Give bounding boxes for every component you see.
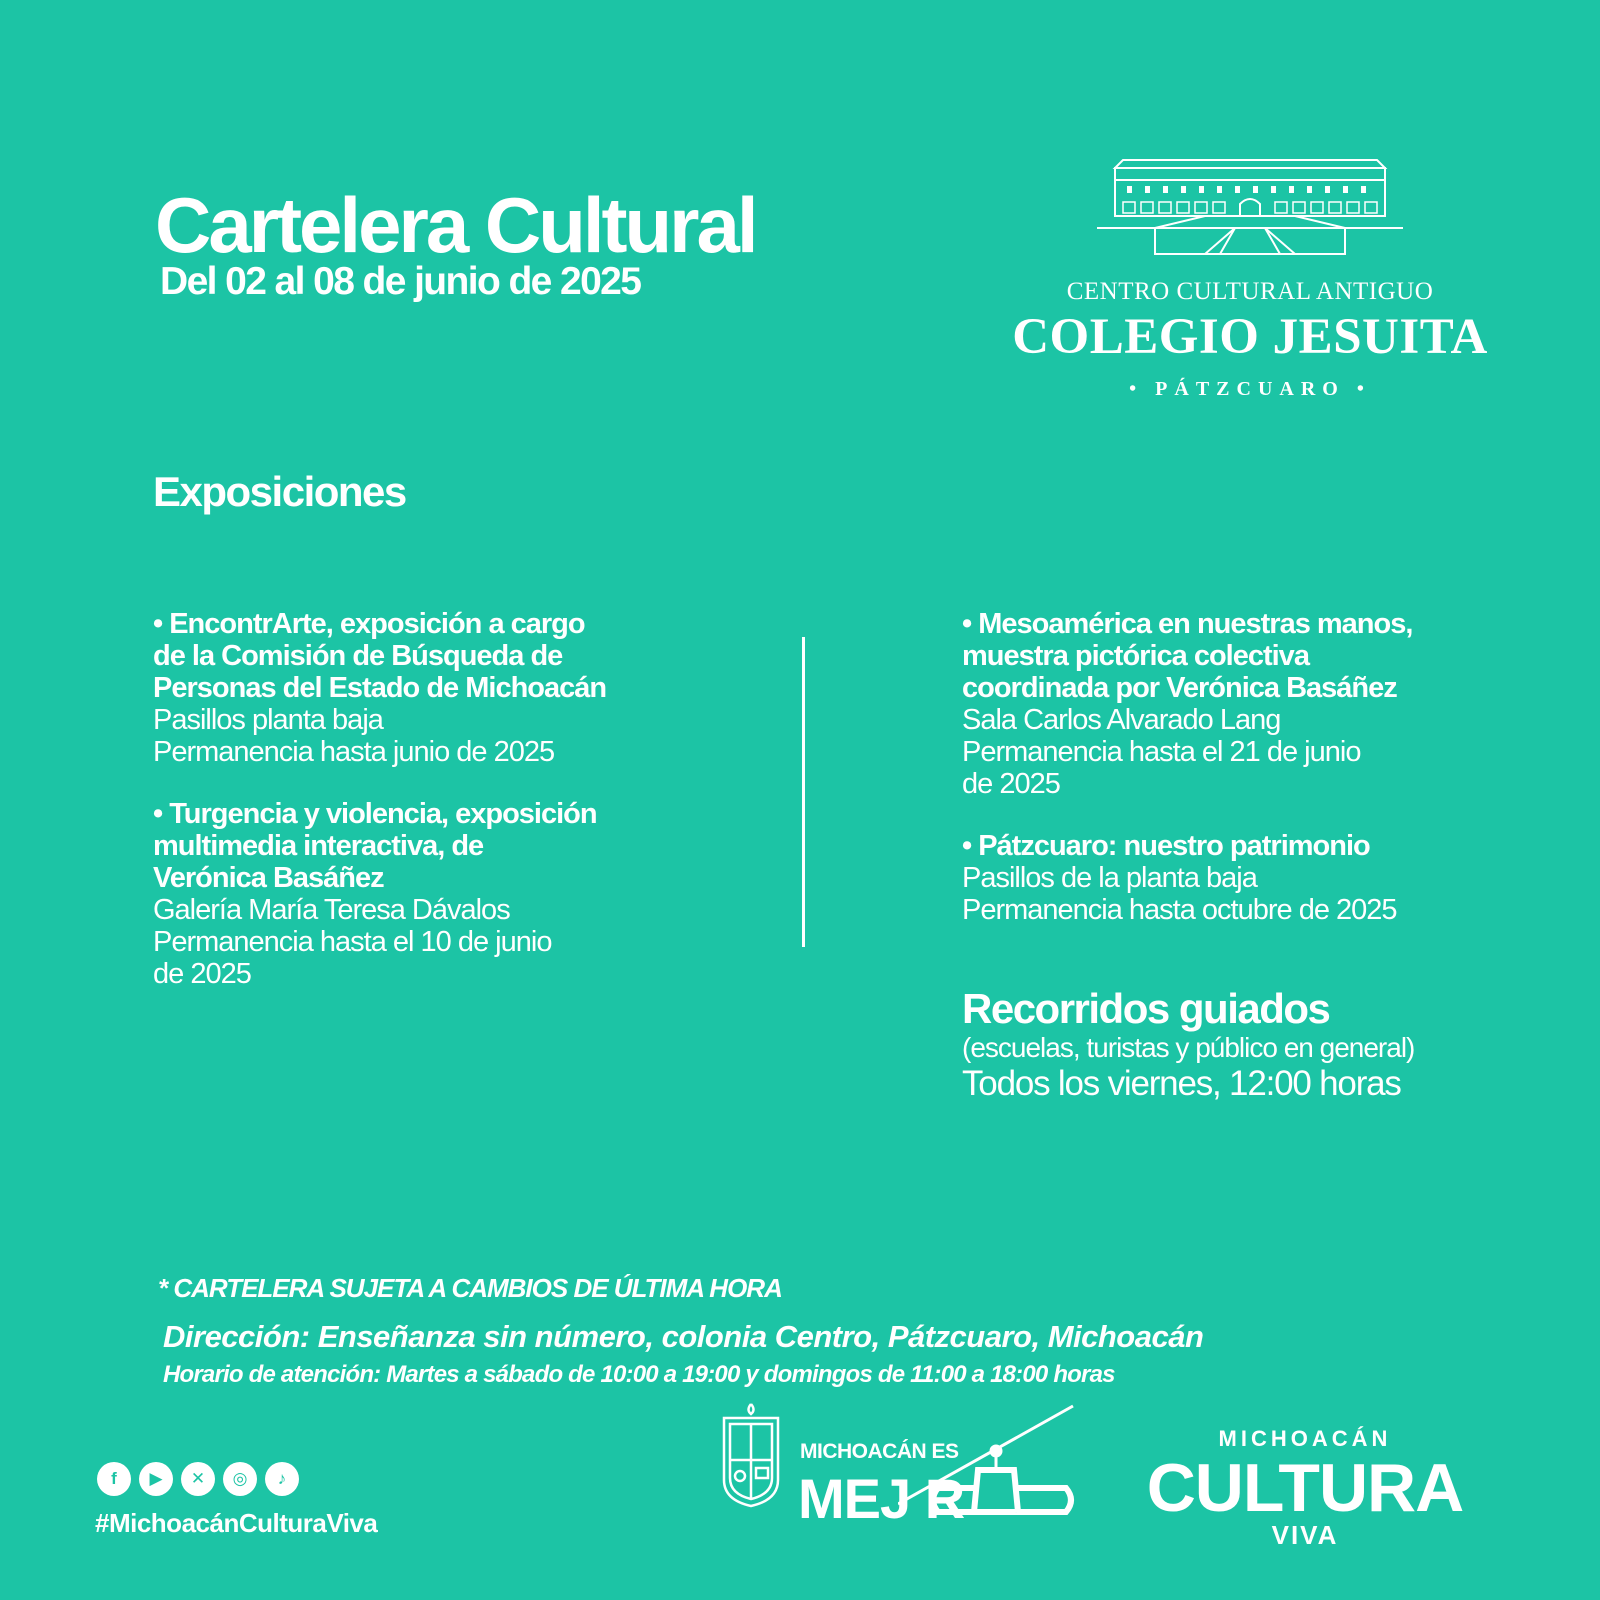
- tours-schedule: Todos los viernes, 12:00 horas: [962, 1064, 1401, 1103]
- event-item: [962, 830, 1482, 926]
- event-duration: Permanencia hasta el 10 de junio: [153, 926, 552, 958]
- event-title-line: Personas del Estado de Michoacán: [153, 672, 607, 704]
- event-title-line: • Turgencia y violencia, exposición: [153, 798, 597, 830]
- date-range: Del 02 al 08 de junio de 2025: [160, 260, 641, 303]
- facebook-icon[interactable]: f: [97, 1462, 131, 1496]
- event-item: [153, 798, 673, 990]
- event-item: [962, 608, 1482, 800]
- section-title: Exposiciones: [153, 468, 406, 515]
- culture-logo-bottom: VIVA: [1271, 1520, 1339, 1550]
- venue-logo-name: COLEGIO JESUITA: [1012, 309, 1488, 365]
- event-title-line: Verónica Basáñez: [153, 862, 384, 894]
- guided-tours: [962, 986, 1414, 1104]
- event-duration: de 2025: [153, 958, 251, 990]
- change-notice: * CARTELERA SUJETA A CAMBIOS DE ÚLTIMA HORA: [158, 1273, 782, 1303]
- event-duration: Permanencia hasta octubre de 2025: [962, 894, 1397, 926]
- venue-logo-city: • PÁTZCUARO •: [1129, 378, 1371, 400]
- event-title-line: muestra pictórica colectiva: [962, 640, 1309, 672]
- event-duration: de 2025: [962, 768, 1060, 800]
- tiktok-icon[interactable]: ♪: [265, 1462, 299, 1496]
- event-location: Galería María Teresa Dávalos: [153, 894, 510, 926]
- right-column: [962, 608, 1482, 956]
- event-location: Pasillos de la planta baja: [962, 862, 1257, 894]
- opening-hours: Horario de atención: Martes a sábado de 10:00 a 19:00 y domingos de 11:00 a 18:00 horas: [163, 1361, 1115, 1388]
- building-facade-icon: [1095, 158, 1405, 258]
- event-title-line: • EncontrArte, exposición a cargo: [153, 608, 585, 640]
- event-item: [153, 608, 673, 768]
- state-shield-icon: [718, 1400, 784, 1510]
- event-title-line: multimedia interactiva, de: [153, 830, 484, 862]
- event-location: Sala Carlos Alvarado Lang: [962, 704, 1281, 736]
- hashtag: #MichoacánCulturaViva: [95, 1508, 378, 1538]
- cable-car-icon: [898, 1400, 1098, 1530]
- event-title-line: de la Comisión de Búsqueda de: [153, 640, 563, 672]
- michoacan-es-mejor-logo: [718, 1400, 1098, 1540]
- tours-title: Recorridos guiados: [962, 985, 1330, 1032]
- event-title-line: • Pátzcuaro: nuestro patrimonio: [962, 830, 1370, 862]
- social-links: [97, 1462, 299, 1496]
- event-title-line: coordinada por Verónica Basáñez: [962, 672, 1397, 704]
- event-duration: Permanencia hasta junio de 2025: [153, 736, 555, 768]
- tours-audience: (escuelas, turistas y público en general): [962, 1032, 1415, 1063]
- x-icon[interactable]: ✕: [181, 1462, 215, 1496]
- instagram-icon[interactable]: ◎: [223, 1462, 257, 1496]
- left-column: [153, 608, 673, 1020]
- venue-logo-line1: CENTRO CULTURAL ANTIGUO: [1066, 278, 1434, 305]
- michoacan-cultura-viva-logo: [1135, 1418, 1475, 1548]
- culture-logo-top: MICHOACÁN: [1218, 1426, 1392, 1451]
- venue-logo: [990, 158, 1510, 408]
- culture-logo-middle: CULTURA: [1146, 1450, 1464, 1526]
- gov-logo-small-text: MICHOACÁN ES: [800, 1440, 959, 1463]
- event-title-line: • Mesoamérica en nuestras manos,: [962, 608, 1413, 640]
- address: Dirección: Enseñanza sin número, colonia Centro, Pátzcuaro, Michoacán: [163, 1319, 1204, 1354]
- event-duration: Permanencia hasta el 21 de junio: [962, 736, 1361, 768]
- page-title: Cartelera Cultural: [155, 181, 756, 269]
- gov-logo-big-text: MEJ R: [798, 1467, 965, 1530]
- event-location: Pasillos planta baja: [153, 704, 383, 736]
- youtube-icon[interactable]: ▶: [139, 1462, 173, 1496]
- column-divider: [802, 637, 805, 947]
